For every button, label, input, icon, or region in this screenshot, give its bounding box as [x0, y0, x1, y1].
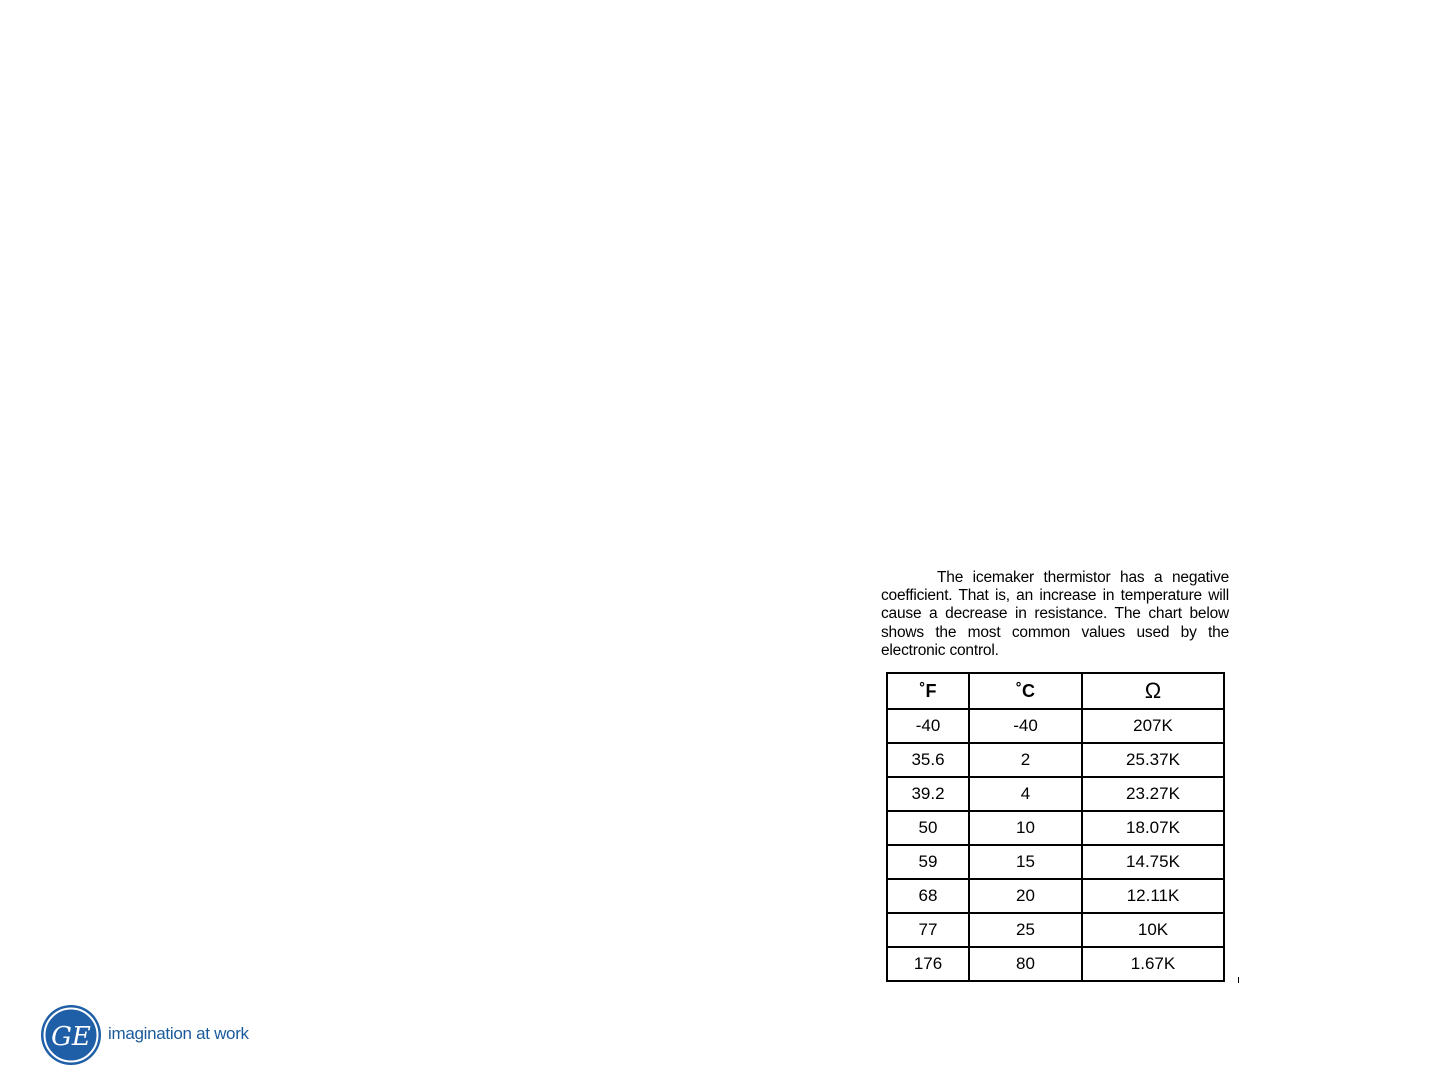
table-row [887, 777, 1224, 811]
cell-resistance: 23.27K [1082, 777, 1224, 811]
cell-fahrenheit: 35.6 [887, 743, 969, 777]
intro-paragraph: The icemaker thermistor has a negative coefficient. That is, an increase in temperature will cause a decrease in resistance. The chart below shows the most common values used by the electronic control. [881, 569, 1229, 659]
cell-resistance: 207K [1082, 709, 1224, 743]
cell-fahrenheit: 68 [887, 879, 969, 913]
header-fahrenheit: ˚F [887, 673, 969, 709]
header-celsius: ˚C [969, 673, 1082, 709]
cell-resistance: 12.11K [1082, 879, 1224, 913]
cell-resistance: 14.75K [1082, 845, 1224, 879]
table-row [887, 709, 1224, 743]
cell-fahrenheit: -40 [887, 709, 969, 743]
table-row [887, 811, 1224, 845]
cell-celsius: 20 [969, 879, 1082, 913]
table-header-row [887, 673, 1224, 709]
table-row [887, 743, 1224, 777]
cell-celsius: 10 [969, 811, 1082, 845]
cell-fahrenheit: 39.2 [887, 777, 969, 811]
cell-resistance: 18.07K [1082, 811, 1224, 845]
cell-fahrenheit: 50 [887, 811, 969, 845]
cell-resistance: 1.67K [1082, 947, 1224, 981]
header-ohms: Ω [1082, 673, 1224, 709]
ge-logo-lettering: GE [51, 1022, 91, 1052]
cell-fahrenheit: 176 [887, 947, 969, 981]
stray-mark [1238, 977, 1239, 983]
tagline: imagination at work [108, 1024, 249, 1043]
cell-resistance: 10K [1082, 913, 1224, 947]
cell-celsius: 2 [969, 743, 1082, 777]
table-row [887, 947, 1224, 981]
ge-logo [40, 1004, 102, 1066]
cell-celsius: 15 [969, 845, 1082, 879]
table-row [887, 845, 1224, 879]
cell-resistance: 25.37K [1082, 743, 1224, 777]
cell-celsius: 4 [969, 777, 1082, 811]
thermistor-resistance-table [886, 672, 1225, 982]
cell-fahrenheit: 59 [887, 845, 969, 879]
cell-celsius: 25 [969, 913, 1082, 947]
cell-celsius: 80 [969, 947, 1082, 981]
cell-fahrenheit: 77 [887, 913, 969, 947]
cell-celsius: -40 [969, 709, 1082, 743]
table-row [887, 879, 1224, 913]
table-row [887, 913, 1224, 947]
